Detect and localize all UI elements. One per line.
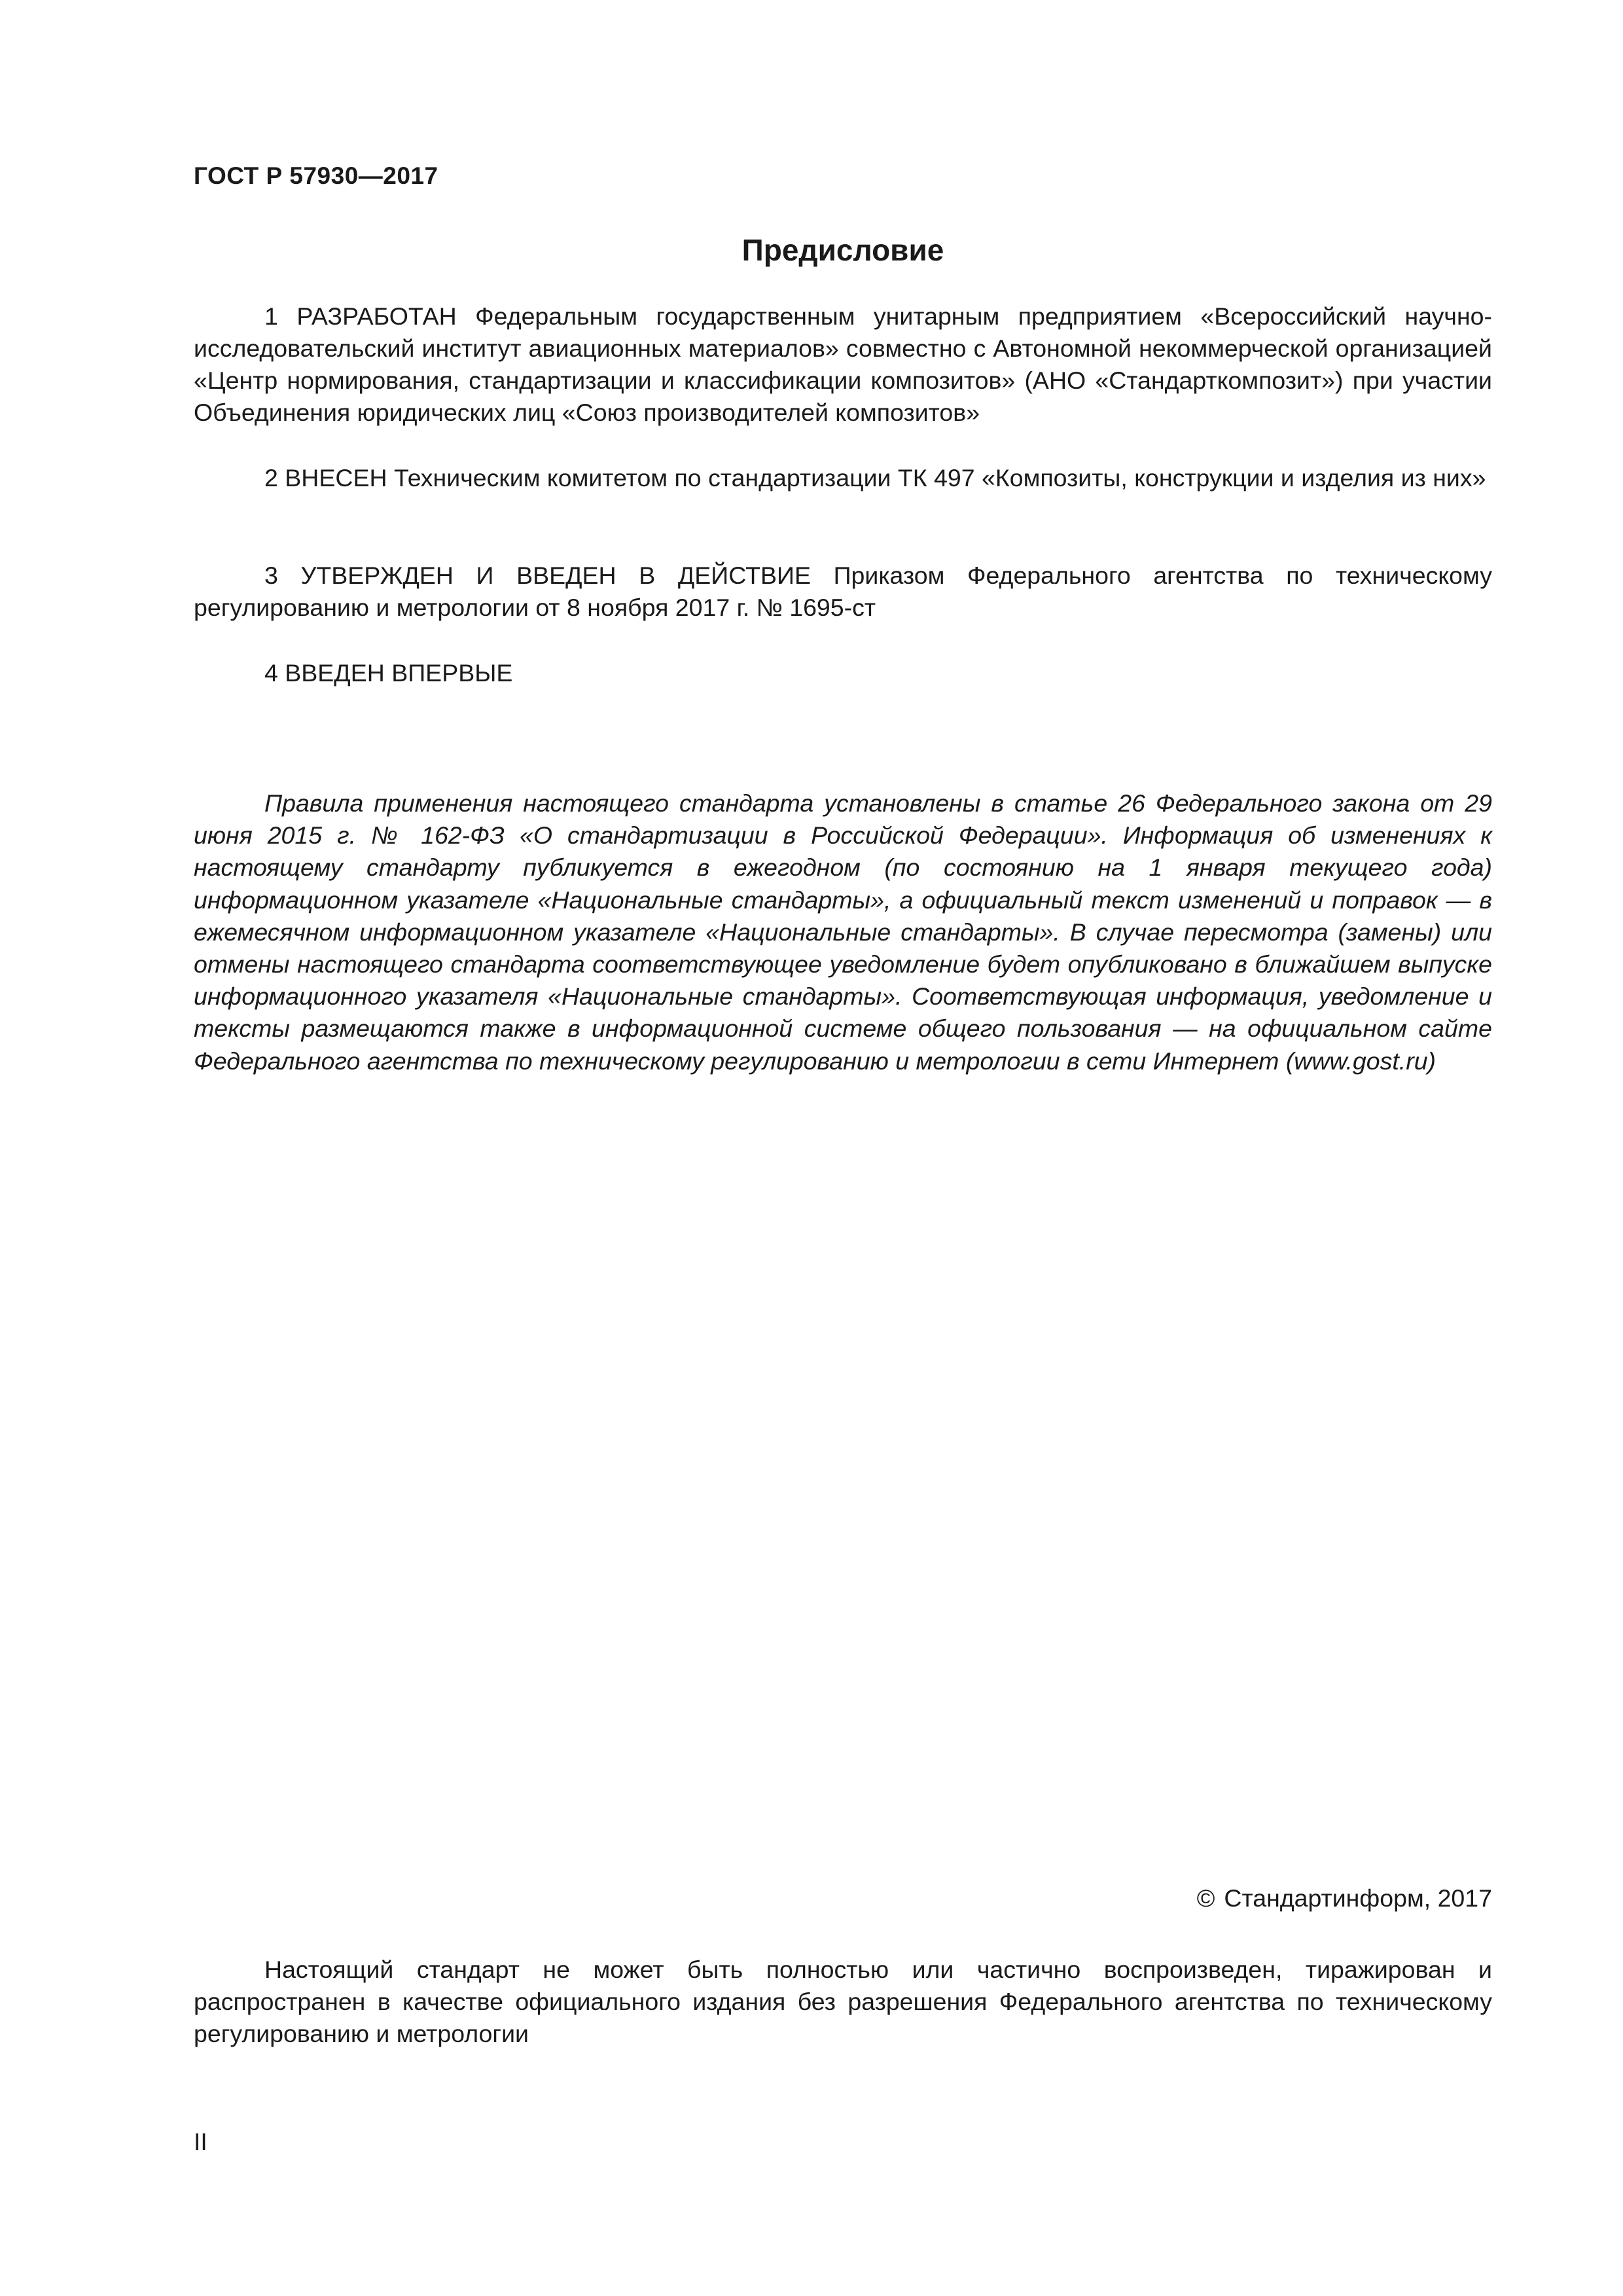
copyright-line xyxy=(1197,1884,1492,1912)
page-number: II xyxy=(194,2128,207,2155)
preface-item-4: 4 ВВЕДЕН ВПЕРВЫЕ xyxy=(264,659,513,687)
preface-item-2: 2 ВНЕСЕН Техническим комитетом по стандартизации ТК 497 «Композиты, конструкции и изделия из них» xyxy=(264,464,1486,492)
preface-item-1: 1 РАЗРАБОТАН Федеральным государственным унитарным предприятием «Всероссийский научно-исследовательский институт авиационных материалов» совместно с Автономной некоммерческой организацией «Центр нормирования, стандартизации и классификации композитов» (АНО «Стандарткомпозит») при участии Объединения юридических лиц «Союз производителей композитов» xyxy=(194,302,1492,426)
standard-number: ГОСТ Р 57930—2017 xyxy=(194,162,438,189)
copyright-icon: © xyxy=(1196,1884,1215,1912)
copyright-holder: Стандартинформ, 2017 xyxy=(1224,1884,1492,1912)
reproduction-notice: Настоящий стандарт не может быть полностью или частично воспроизведен, тиражирован и распространен в качестве официального издания без разрешения Федерального агентства по техническому регулированию и метрологии xyxy=(194,1956,1492,2047)
page-title: Предисловие xyxy=(741,233,944,267)
preface-item-3: 3 УТВЕРЖДЕН И ВВЕДЕН В ДЕЙСТВИЕ Приказом Федерального агентства по техническому регулированию и метрологии от 8 ноября 2017 г. № 1695-ст xyxy=(194,562,1492,621)
application-rules-notice: Правила применения настоящего стандарта установлены в статье 26 Федерального закона от 29 июня 2015 г. № 162-ФЗ «О стандартизации в Российской Федерации». Информация об изменениях к настоящему стандарту публикуется в ежегодном (по состоянию на 1 января текущего года) информационном указателе «Национальные стандарты», а официальный текст изменений и поправок — в ежемесячном информационном указателе «Национальные стандарты». В случае пересмотра (замены) или отмены настоящего стандарта соответствующее уведомление будет опубликовано в ближайшем выпуске информационного указателя «Национальные стандарты». Соответствующая информация, уведомление и тексты размещаются также в информационной системе общего пользования — на официальном сайте Федерального агентства по техническому регулированию и метрологии в сети Интернет (www.gost.ru) xyxy=(194,789,1492,1075)
